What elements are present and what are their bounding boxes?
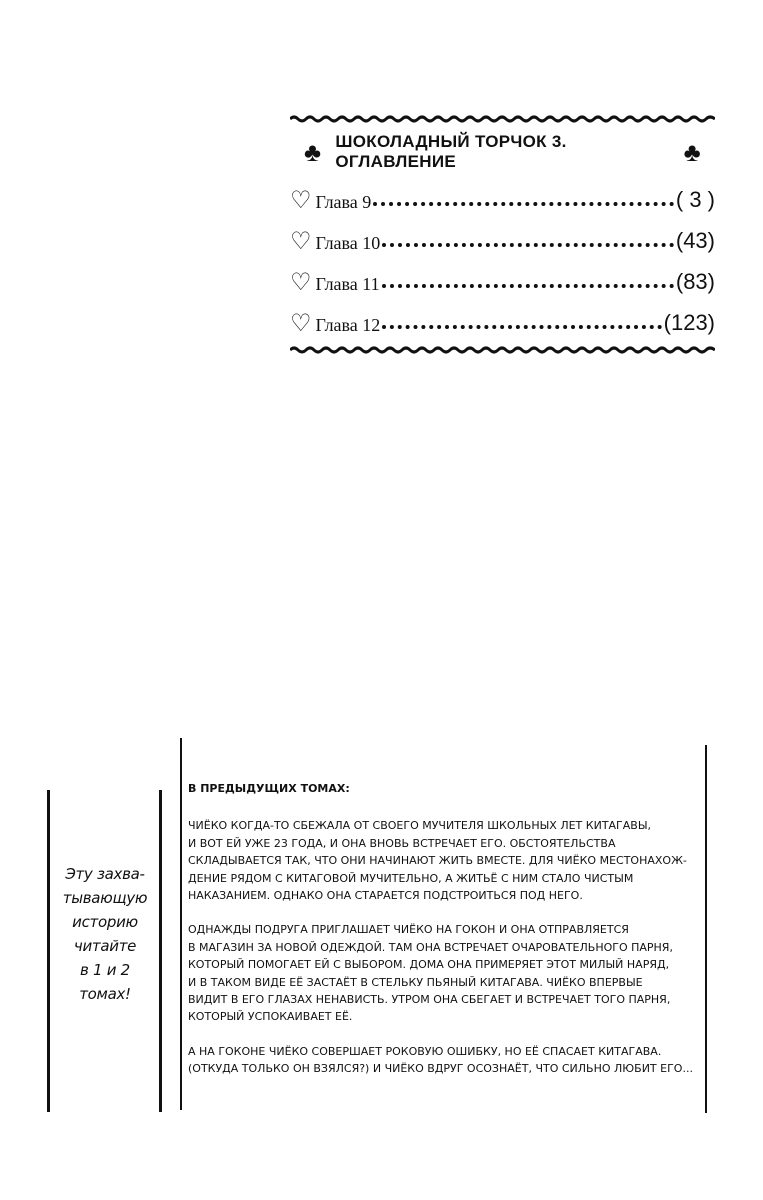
club-icon: ♣ xyxy=(304,137,322,167)
heart-icon: ♡ xyxy=(290,229,312,255)
toc-entry-label: Глава 12 xyxy=(315,315,381,335)
synopsis-line: А НА ГОКОНЕ ЧИЁКО СОВЕРШАЕТ РОКОВУЮ ОШИБКУ, НО ЕЁ СПАСАЕТ КИТАГАВА. xyxy=(188,1044,662,1058)
club-icon: ♣ xyxy=(683,137,701,167)
toc-entry-page: (123) xyxy=(663,310,715,335)
toc-entry-label: Глава 9 xyxy=(315,192,372,212)
dotted-leader xyxy=(382,284,674,288)
synopsis-line: И ВОТ ЕЙ УЖЕ 23 ГОДА, И ОНА ВНОВЬ ВСТРЕЧАЕТ ЕГО. ОБСТОЯТЕЛЬСТВА xyxy=(188,836,616,850)
previous-volumes-synopsis xyxy=(188,780,708,1095)
synopsis-line: ЧИЁКО КОГДА-ТО СБЕЖАЛА ОТ СВОЕГО МУЧИТЕЛЯ ШКОЛЬНЫХ ЛЕТ КИТАГАВЫ, xyxy=(188,819,652,833)
note-line: томах! xyxy=(79,985,131,1003)
toc-entry xyxy=(290,254,715,295)
toc-entry-page: (43) xyxy=(675,228,715,253)
note-line: Эту захва- xyxy=(65,865,145,883)
synopsis-paragraph xyxy=(188,817,708,904)
left-vertical-rule xyxy=(47,790,50,1112)
synopsis-line: КОТОРЫЙ ПОМОГАЕТ ЕЙ С ВЫБОРОМ. ДОМА ОНА ПРИМЕРЯЕТ ЭТОТ МИЛЫЙ НАРЯД, xyxy=(188,958,670,972)
synopsis-line: КОТОРЫЙ УСПОКАИВАЕТ ЕЁ. xyxy=(188,1010,353,1024)
note-line: в 1 и 2 xyxy=(80,961,130,979)
synopsis-left-rule xyxy=(180,738,182,1110)
dotted-leader xyxy=(373,202,674,206)
heart-icon: ♡ xyxy=(290,188,312,214)
toc-entry xyxy=(290,213,715,254)
toc-entry-label: Глава 10 xyxy=(315,233,381,253)
note-line: историю xyxy=(72,913,138,931)
heart-icon: ♡ xyxy=(290,270,312,296)
synopsis-paragraph xyxy=(188,921,708,1025)
sidebar-note xyxy=(55,862,155,1006)
bottom-decorative-border xyxy=(290,346,715,354)
synopsis-heading: В ПРЕДЫДУЩИХ ТОМАХ: xyxy=(188,782,350,795)
synopsis-line: ДЕНИЕ РЯДОМ С КИТАГОВОЙ МУЧИТЕЛЬНО, А ЖИТЬЁ С НИМ СТАЛО ЧИСТЫМ xyxy=(188,871,634,885)
toc-title: ШОКОЛАДНЫЙ ТОРЧОК 3. ОГЛАВЛЕНИЕ xyxy=(335,132,567,171)
synopsis-line: НАКАЗАНИЕМ. ОДНАКО ОНА СТАРАЕТСЯ ПОДСТРОИТЬСЯ ПОД НЕГО. xyxy=(188,889,583,903)
top-decorative-border xyxy=(290,115,715,123)
middle-vertical-rule xyxy=(159,790,162,1112)
toc-entry-page: (83) xyxy=(675,269,715,294)
dotted-leader xyxy=(382,243,674,247)
toc-entry xyxy=(290,172,715,213)
synopsis-line: ОДНАЖДЫ ПОДРУГА ПРИГЛАШАЕТ ЧИЁКО НА ГОКОН И ОНА ОТПРАВЛЯЕТСЯ xyxy=(188,923,629,937)
synopsis-line: (ОТКУДА ТОЛЬКО ОН ВЗЯЛСЯ?) И ЧИЁКО ВДРУГ ОСОЗНАЁТ, ЧТО СИЛЬНО ЛЮБИТ ЕГО... xyxy=(188,1062,693,1076)
toc-entry-label: Глава 11 xyxy=(315,274,380,294)
toc-entry xyxy=(290,295,715,336)
synopsis-line: СКЛАДЫВАЕТСЯ ТАК, ЧТО ОНИ НАЧИНАЮТ ЖИТЬ ВМЕСТЕ. ДЛЯ ЧИЁКО МЕСТОНАХОЖ- xyxy=(188,854,687,868)
toc-entry-page: ( 3 ) xyxy=(675,187,715,212)
note-line: тывающую xyxy=(62,889,148,907)
note-line: читайте xyxy=(73,937,137,955)
toc-title-row xyxy=(290,132,715,172)
heart-icon: ♡ xyxy=(290,311,312,337)
synopsis-line: В МАГАЗИН ЗА НОВОЙ ОДЕЖДОЙ. ТАМ ОНА ВСТРЕЧАЕТ ОЧАРОВАТЕЛЬНОГО ПАРНЯ, xyxy=(188,940,673,954)
dotted-leader xyxy=(382,325,661,329)
table-of-contents xyxy=(290,110,715,359)
synopsis-line: И В ТАКОМ ВИДЕ ЕЁ ЗАСТАЁТ В СТЕЛЬКУ ПЬЯНЫЙ КИТАГАВА. ЧИЁКО ВПЕРВЫЕ xyxy=(188,975,643,989)
synopsis-paragraph xyxy=(188,1043,708,1078)
synopsis-line: ВИДИТ В ЕГО ГЛАЗАХ НЕНАВИСТЬ. УТРОМ ОНА СБЕГАЕТ И ВСТРЕЧАЕТ ТОГО ПАРНЯ, xyxy=(188,993,671,1007)
